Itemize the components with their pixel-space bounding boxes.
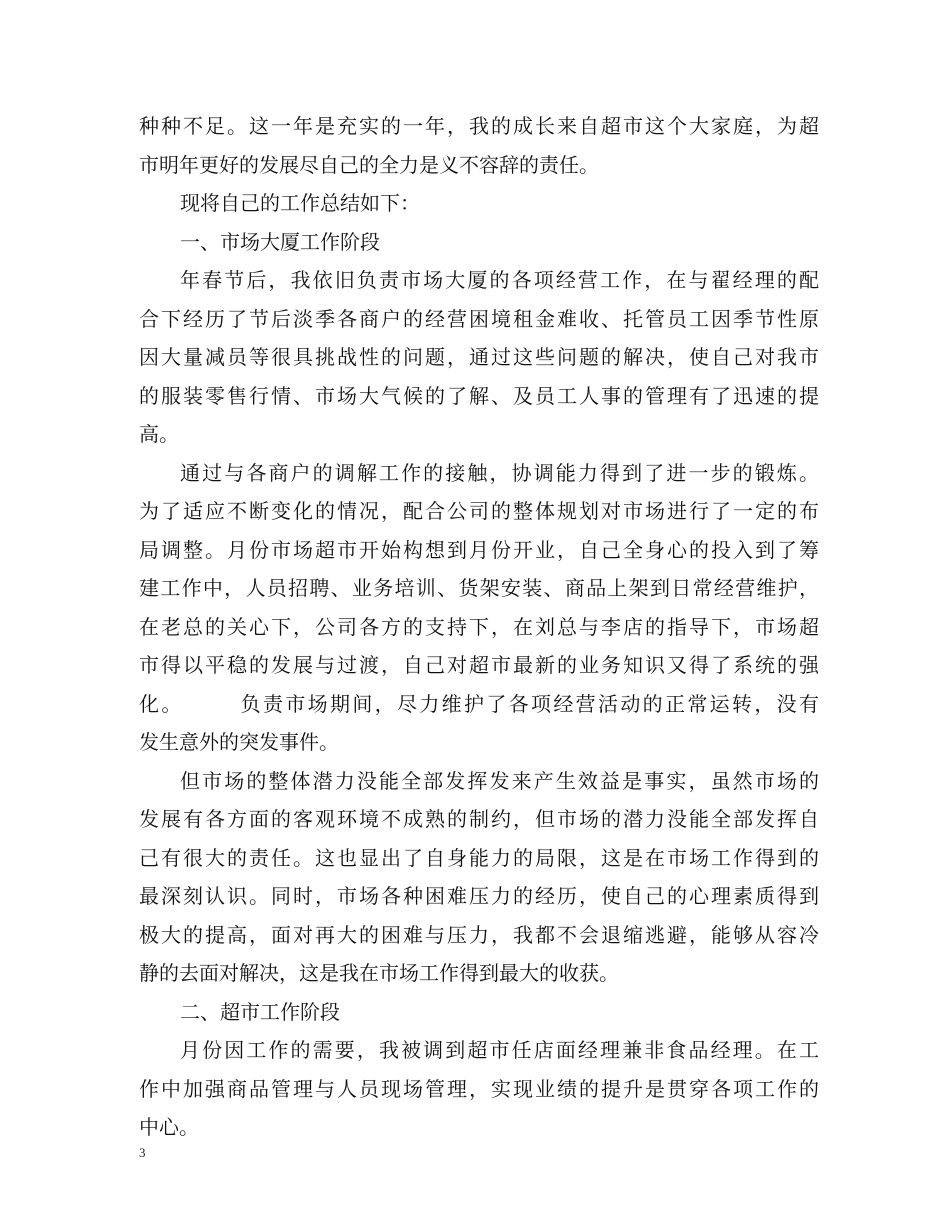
text-line: 市得以平稳的发展与过渡，自己对超市最新的业务知识又得了系统的强: [139, 653, 819, 677]
page-number: 3: [139, 1145, 146, 1160]
text-line: 年春节后，我依旧负责市场大厦的各项经营工作，在与翟经理的配: [180, 268, 819, 292]
text-line: 高。: [139, 422, 179, 446]
text-line: 的服装零售行情、市场大气候的了解、及员工人事的管理有了迅速的提: [139, 383, 819, 408]
text-line: 在老总的关心下，公司各方的支持下，在刘总与李店的指导下，市场超: [139, 614, 819, 639]
text-line: 但市场的整体潜力没能全部发挥发来产生效益是事实，虽然市场的: [180, 768, 819, 793]
text-line: 化。 负责市场期间，尽力维护了各项经营活动的正常运转，没有: [139, 691, 819, 716]
text-line: 发展有各方面的客观环境不成熟的制约，但市场的潜力没能全部发挥自: [139, 807, 819, 831]
text-line: 中心。: [139, 1115, 199, 1139]
text-line: 一、市场大厦工作阶段: [180, 229, 380, 254]
text-line: 为了适应不断变化的情况，配合公司的整体规划对市场进行了一定的布: [139, 499, 819, 523]
text-line: 月份因工作的需要，我被调到超市任店面经理兼非食品经理。在工: [180, 1038, 819, 1062]
text-line: 建工作中，人员招聘、业务培训、货架安装、商品上架到日常经营维护，: [139, 576, 819, 600]
text-line: 二、超市工作阶段: [180, 999, 340, 1024]
text-line: 通过与各商户的调解工作的接触，协调能力得到了进一步的锻炼。: [180, 460, 819, 485]
text-line: 现将自己的工作总结如下：: [180, 191, 420, 215]
text-line: 作中加强商品管理与人员现场管理，实现业绩的提升是贯穿各项工作的: [139, 1076, 819, 1101]
text-line: 局调整。月份市场超市开始构想到月份开业，自己全身心的投入到了筹: [139, 537, 819, 562]
text-line: 市明年更好的发展尽自己的全力是义不容辞的责任。: [139, 152, 599, 177]
document-body: [139, 107, 819, 1147]
text-line: 己有很大的责任。这也显出了自身能力的局限，这是在市场工作得到的: [139, 845, 819, 870]
text-line: 静的去面对解决，这是我在市场工作得到最大的收获。: [139, 961, 619, 985]
text-line: 种种不足。这一年是充实的一年，我的成长来自超市这个大家庭，为超: [139, 114, 819, 138]
text-line: 因大量减员等很具挑战性的问题，通过这些问题的解决，使自己对我市: [139, 345, 819, 369]
text-line: 发生意外的突发事件。: [139, 730, 339, 754]
text-line: 极大的提高，面对再大的困难与压力，我都不会退缩逃避，能够从容冷: [139, 922, 819, 947]
text-line: 合下经历了节后淡季各商户的经营困境租金难收、托管员工因季节性原: [139, 306, 819, 331]
text-line: 最深刻认识。同时，市场各种困难压力的经历，使自己的心理素质得到: [139, 884, 819, 908]
